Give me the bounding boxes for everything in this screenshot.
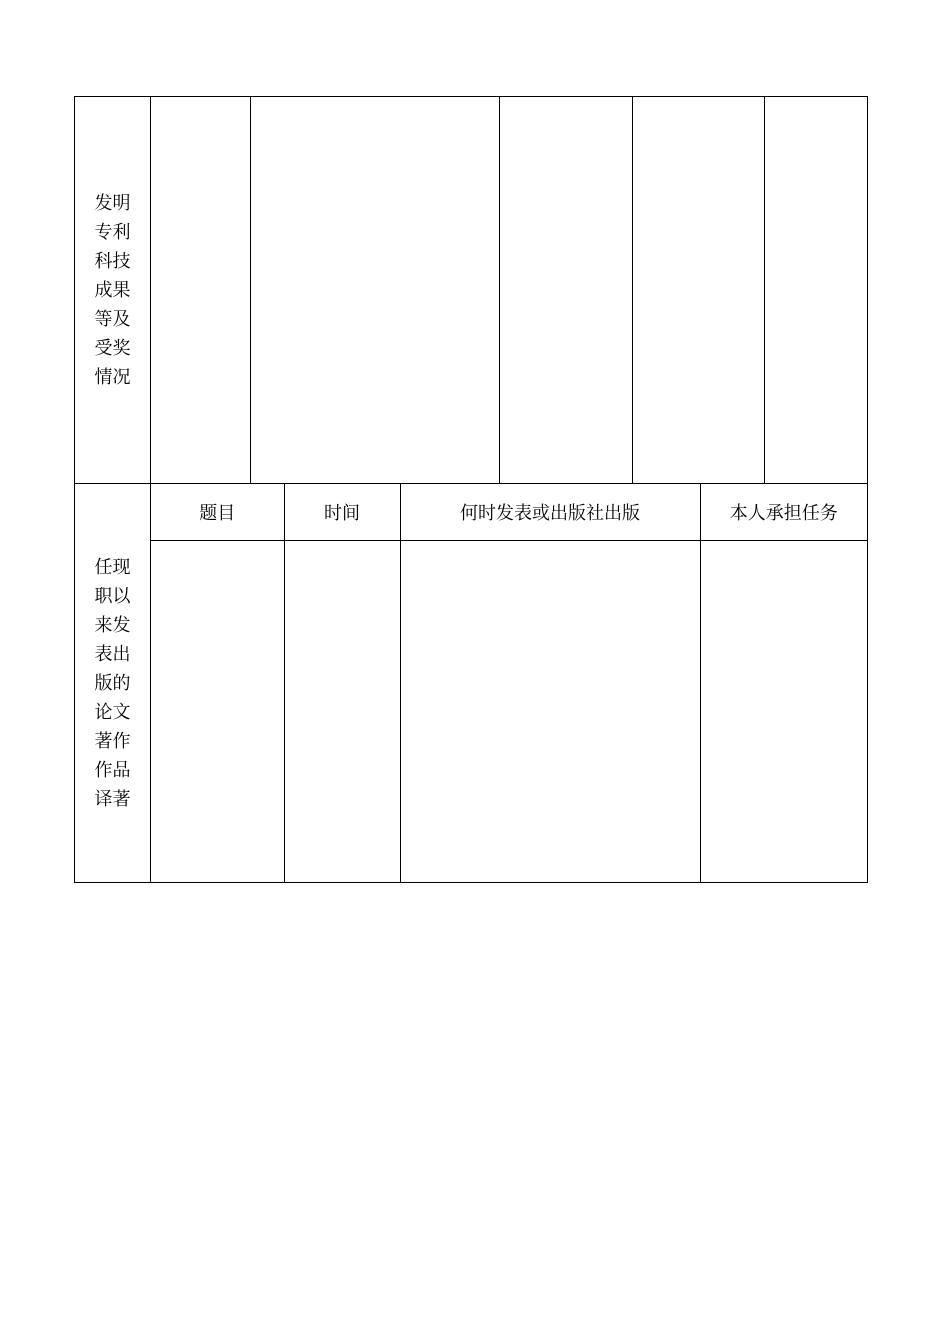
publications-header-row bbox=[151, 484, 867, 540]
publications-section-label bbox=[75, 484, 151, 883]
header-title: 题目 bbox=[151, 484, 284, 540]
publications-row bbox=[75, 484, 868, 883]
publications-label-line: 任现 bbox=[94, 556, 131, 578]
publication-cell-role[interactable] bbox=[700, 540, 867, 882]
publications-label-line: 译著 bbox=[94, 788, 131, 810]
patents-label-line: 发明 bbox=[94, 192, 131, 214]
publication-cell-title[interactable] bbox=[151, 540, 284, 882]
publications-label-line: 著作 bbox=[94, 730, 131, 752]
publications-label-line: 作品 bbox=[94, 759, 131, 781]
publication-cell-publisher[interactable] bbox=[400, 540, 700, 882]
patents-label-line: 受奖 bbox=[94, 337, 131, 359]
publications-entry-row bbox=[151, 540, 867, 882]
patents-entries bbox=[151, 97, 868, 484]
patents-grid bbox=[151, 97, 867, 483]
patents-section-label bbox=[75, 97, 151, 484]
patents-label-line: 等及 bbox=[94, 308, 131, 330]
patent-cell-level[interactable] bbox=[632, 97, 764, 483]
patents-label-line: 专利 bbox=[94, 221, 131, 243]
header-role: 本人承担任务 bbox=[700, 484, 867, 540]
patents-row bbox=[75, 97, 868, 484]
header-publisher: 何时发表或出版社出版 bbox=[400, 484, 700, 540]
patents-label-line: 成果 bbox=[94, 279, 131, 301]
publication-cell-time[interactable] bbox=[284, 540, 400, 882]
publications-label-line: 职以 bbox=[94, 585, 131, 607]
patents-label-line: 科技 bbox=[94, 250, 131, 272]
publications-label-line: 论文 bbox=[94, 701, 131, 723]
publications-grid bbox=[151, 484, 867, 882]
publications-label-line: 版的 bbox=[94, 672, 131, 694]
patent-cell-name[interactable] bbox=[151, 97, 250, 483]
publications-label-line: 来发 bbox=[94, 614, 131, 636]
achievements-table bbox=[74, 96, 868, 883]
patent-cell-rank[interactable] bbox=[764, 97, 867, 483]
patent-cell-detail[interactable] bbox=[250, 97, 499, 483]
publications-entries bbox=[151, 484, 868, 883]
patent-cell-date[interactable] bbox=[499, 97, 632, 483]
patents-label-line: 情况 bbox=[94, 366, 131, 388]
publications-label-line: 表出 bbox=[94, 643, 131, 665]
header-time: 时间 bbox=[284, 484, 400, 540]
